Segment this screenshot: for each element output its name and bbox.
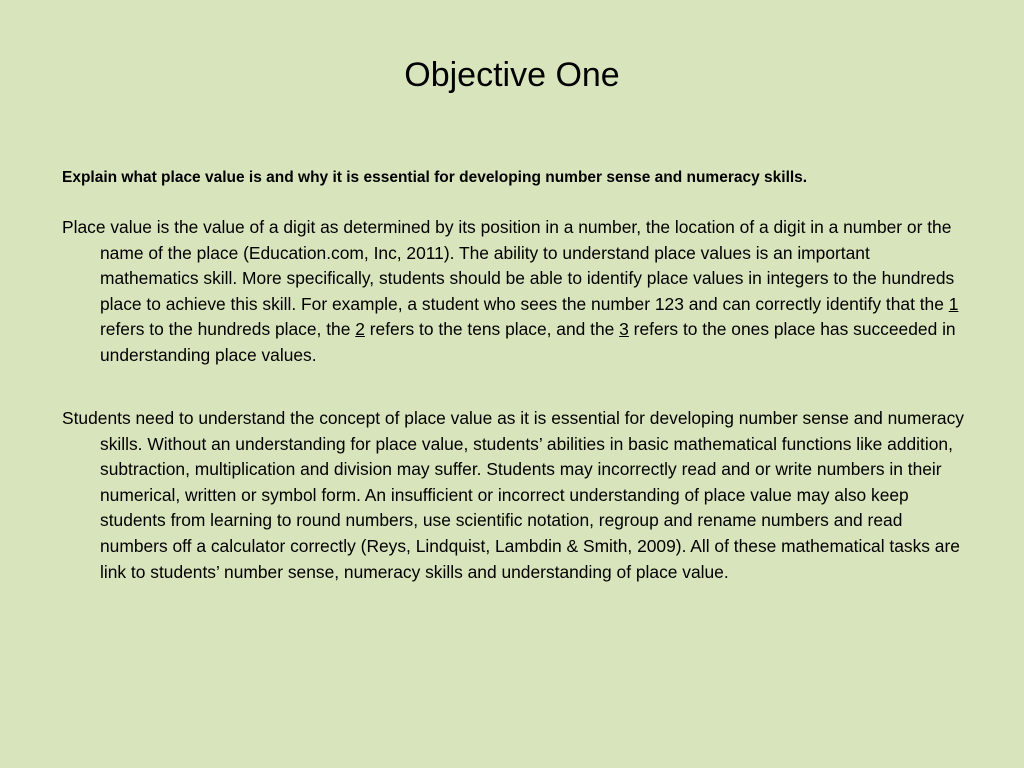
paragraph-why-essential: Students need to understand the concept of place value as it is essential for developing number sense and numeracy skills. Without an understanding for place value, students’ abilities in basic mathematical functions like addition, subtraction, multiplication and division may suffer. Students may incorrectly read and or write numbers in their numerical, written or symbol form. An insufficient or incorrect understanding of place value may also keep students from learning to round numbers, use scientific notation, regroup and rename numbers and read numbers off a calculator correctly (Reys, Lindquist, Lambdin & Smith, 2009). All of these mathematical tasks are link to students’ number sense, numeracy skills and understanding of place value. <box>62 408 964 582</box>
paragraph1-text-c: refers to the tens place, and the <box>364 319 620 340</box>
underlined-digit-2: 2 <box>355 319 365 340</box>
objective-subtitle: Explain what place value is and why it is essential for developing number sense and numeracy skills. <box>62 169 808 186</box>
slide-title: Objective One <box>404 56 620 94</box>
paragraph1-text-a: Place value is the value of a digit as determined by its position in a number, the location of a digit in a number or the name of the place (Education.com, Inc, 2011). The ability to understand place values is an important mathematics skill. More specifically, students should be able to identify place values in integers to the hundreds place to achieve this skill. For example, a student who sees the number 123 and can correctly identify that the <box>62 217 955 314</box>
paragraph1-text-d: refers to the ones place has succeeded in understanding place values. <box>100 319 956 365</box>
paragraph-place-value-definition <box>62 215 964 369</box>
underlined-digit-3: 3 <box>619 319 629 340</box>
paragraph1-text-b: refers to the hundreds place, the <box>100 319 356 340</box>
underlined-digit-1: 1 <box>948 293 959 314</box>
